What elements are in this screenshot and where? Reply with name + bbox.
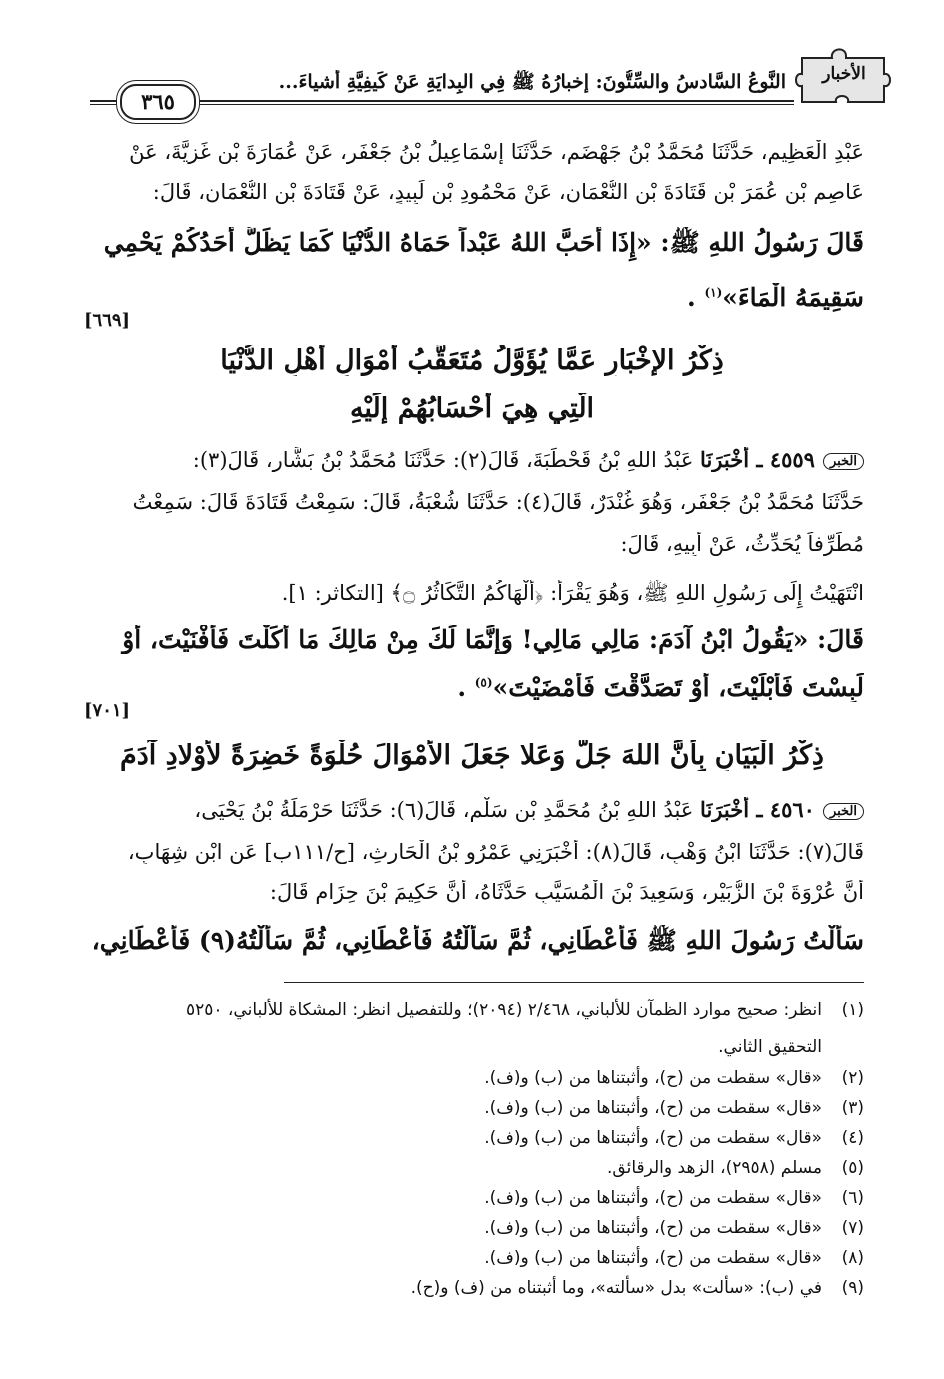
footnote-marker: (٥)	[474, 675, 493, 690]
running-title: النَّوعُ السَّادسُ والسِّتُّونَ: إخبارُهُ ﷺ فِي البِدايَةِ عَنْ كَيفِيَّةِ أَشياءَ...	[278, 71, 786, 93]
text-line: حَدَّثَنَا مُحَمَّدُ بْنُ جَعْفَرٍ، وَهُوَ غُنْدَرٌ، قَالَ(٤): حَدَّثَنَا شُعْبَةُ، قَالَ: سَمِعْتُ قَتَادَةَ قَالَ: سَمِعْتُ	[132, 490, 864, 514]
text-line: مُطَرِّفاً يُحَدِّثُ، عَنْ أَبِيهِ، قَالَ:	[620, 532, 864, 556]
page-header	[70, 40, 894, 115]
hadith-reference: [٦٦٩]	[84, 310, 131, 331]
hadith-number: ٤٥٥٩ ـ أَخْبَرَنَا	[700, 447, 815, 472]
footnote: التحقيق الثاني.	[718, 1037, 822, 1057]
footnote-marker: (١)	[704, 285, 723, 300]
page-number: ٣٦٥	[120, 84, 196, 120]
footnote: (٣)«قال» سقطت من (ح)، وأثبتناها من (ب) و(ف).	[484, 1098, 864, 1118]
text-line	[80, 447, 864, 472]
section-badge: الأخبار	[822, 64, 866, 84]
hadith-number: ٤٥٦٠ ـ أَخْبَرَنَا	[700, 797, 815, 822]
footnote: (٢)«قال» سقطت من (ح)، وأثبتناها من (ب) و(ف).	[484, 1068, 864, 1088]
footnote: (٧)«قال» سقطت من (ح)، وأثبتناها من (ب) و(ف).	[484, 1218, 864, 1238]
header-rule	[90, 104, 120, 105]
hadith-text: لَبِسْتَ فَأَبْلَيْتَ، أَوْ تَصَدَّقْتَ فَأَمْضَيْتَ»	[492, 673, 864, 702]
text-line: عَاصِمِ بْنِ عُمَرَ بْنِ قَتَادَةَ بْنِ النُّعْمَانِ، عَنْ مَحْمُودِ بْنِ لَبِيدٍ، عَنْ قَتَادَةَ بْنِ النُّعْمَانِ، قَالَ:	[152, 180, 864, 204]
text-line	[80, 797, 864, 822]
isnad-text: عَبْدُ اللهِ بْنُ قَحْطَبَةَ، قَالَ(٢): حَدَّثَنَا مُحَمَّدُ بْنُ بَشَّارٍ، قَالَ(٣):	[192, 448, 694, 472]
footnote: (٩)في (ب): «سألت» بدل «سألته»، وما أثبتناه من (ف) و(ح).	[410, 1278, 864, 1298]
chapter-heading: الَّتِي هِيَ أَحْسَابُهُمْ إِلَيْهِ	[349, 393, 595, 424]
text-line: قَالَ(٧): حَدَّثَنَا ابْنُ وَهْبٍ، قَالَ(٨): أَخْبَرَنِي عَمْرُو بْنُ الْحَارِثِ، [ح/١١١ب] عَنِ ابْنِ شِهَابٍ،	[127, 840, 864, 864]
hadith-text-line: سَقِيمَهُ الْمَاءَ»$^{(١)}$ .	[687, 283, 864, 312]
hadith-text-line: سَأَلْتُ رَسُولَ اللهِ ﷺ فَأَعْطَانِي، ثُمَّ سَأَلْتُهُ فَأَعْطَانِي، ثُمَّ سَأَلْتُهُ(٩) فَأَعْطَانِي،	[91, 926, 864, 955]
header-rule	[90, 100, 120, 102]
header-rule	[185, 100, 794, 102]
footnote: (٦)«قال» سقطت من (ح)، وأثبتناها من (ب) و(ف).	[484, 1188, 864, 1208]
hadith-text-line: لَبِسْتَ فَأَبْلَيْتَ، أَوْ تَصَدَّقْتَ فَأَمْضَيْتَ»$^{(٥)}$ .	[457, 673, 864, 702]
khabar-badge: الخبر	[823, 453, 864, 470]
chapter-heading: ذِكْرُ الإِخْبَارِ عَمَّا يُؤَوَّلُ مُتَعَقَّبُ أَمْوَالِ أَهْلِ الدُّنْيَا	[220, 345, 724, 376]
khabar-badge: الخبر	[823, 803, 864, 820]
footnote: (١)انظر: صحيح موارد الظمآن للألباني، ٢/٤٦٨ (٢٠٩٤)؛ وللتفصيل انظر: المشكاة للألباني، ٥٢٥٠	[186, 1000, 864, 1020]
header-rule	[185, 104, 794, 105]
hadith-text: سَقِيمَهُ الْمَاءَ»	[722, 283, 864, 312]
hadith-reference: [٧٠١]	[84, 700, 131, 721]
footnote: (٥)مسلم (٢٩٥٨)، الزهد والرقائق.	[607, 1158, 864, 1178]
hadith-text-line: قَالَ رَسُولُ اللهِ ﷺ: «إِذَا أَحَبَّ اللهُ عَبْداً حَمَاهُ الدُّنْيَا كَمَا يَظَلُّ أَحَدُكُمْ يَحْمِي	[103, 228, 864, 257]
hadith-text-line: قَالَ: «يَقُولُ ابْنُ آدَمَ: مَالِي مَالِي! وَإِنَّمَا لَكَ مِنْ مَالِكَ مَا أَكَلْتَ فَأَفْنَيْتَ، أَوْ	[122, 625, 864, 654]
chapter-heading: ذِكْرُ الْبَيَانِ بِأَنَّ اللهَ جَلَّ وَعَلا جَعَلَ الأَمْوَالَ حُلْوَةً خَضِرَةً لأَوْلادِ آدَمَ	[120, 740, 824, 771]
text-line: انْتَهَيْتُ إِلَى رَسُولِ اللهِ ﷺ، وَهُوَ يَقْرَأُ: ﴿أَلْهَاكُمُ التَّكَاثُرُ ۝﴾ [التكاثر: ١].	[281, 581, 864, 605]
text-line: عَبْدِ الْعَظِيمِ، حَدَّثَنَا مُحَمَّدُ بْنُ جَهْضَمٍ، حَدَّثَنَا إِسْمَاعِيلُ بْنُ جَعْفَرٍ، عَنْ عُمَارَةَ بْنِ غَزِيَّةَ، عَنْ	[129, 140, 864, 164]
text-line: أَنَّ عُرْوَةَ بْنَ الزُّبَيْرِ، وَسَعِيدَ بْنَ الْمُسَيَّبِ حَدَّثَاهُ، أَنَّ حَكِيمَ بْنَ حِزَامٍ قَالَ:	[269, 880, 864, 904]
footnote: (٤)«قال» سقطت من (ح)، وأثبتناها من (ب) و(ف).	[484, 1128, 864, 1148]
isnad-text: عَبْدُ اللهِ بْنُ مُحَمَّدِ بْنِ سَلْمٍ، قَالَ(٦): حَدَّثَنَا حَرْمَلَةُ بْنُ يَحْيَى،	[194, 798, 694, 822]
footnote: (٨)«قال» سقطت من (ح)، وأثبتناها من (ب) و(ف).	[484, 1248, 864, 1268]
footnote-separator	[284, 982, 864, 983]
